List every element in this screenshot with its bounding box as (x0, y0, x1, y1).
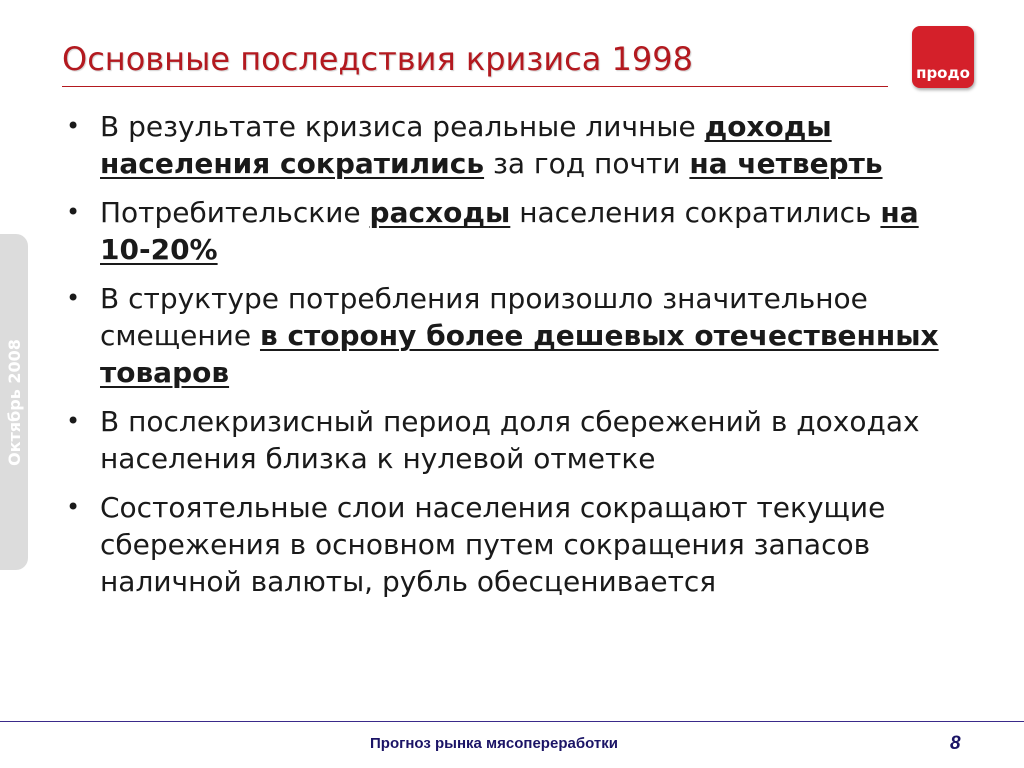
company-logo: продо (912, 26, 974, 88)
footer-title: Прогноз рынка мясопереработки (370, 735, 618, 752)
bullet-icon: • (66, 198, 81, 226)
bullet-item (62, 489, 942, 600)
bullet-highlight: доходы населения сократились (100, 110, 832, 180)
side-date-label: Октябрь 2008 (4, 338, 24, 466)
bullet-text: Потребительские (100, 196, 370, 229)
side-date-label-wrap (0, 234, 28, 570)
bullet-text: В структуре потребления произошло значительное смещение (100, 282, 868, 352)
bullet-item (62, 280, 942, 391)
bullet-text: населения сократились (510, 196, 881, 229)
footer-divider (0, 721, 1024, 722)
bullet-highlight: на 10-20% (100, 196, 919, 266)
bullet-icon: • (66, 112, 81, 140)
bullet-text: за год почти (484, 147, 690, 180)
title-divider (62, 86, 888, 87)
page-number: 8 (950, 733, 961, 754)
bullet-text: В результате кризиса реальные личные (100, 110, 705, 143)
bullet-text: В послекризисный период доля сбережений в доходах населения близка к нулевой отметке (100, 405, 920, 475)
bullet-highlight: в сторону более дешевых отечественных товаров (100, 319, 939, 389)
bullet-text: Состоятельные слои населения сокращают текущие сбережения в основном путем сокращения запасов наличной валюты, рубль обесценивается (100, 491, 886, 598)
bullet-item (62, 108, 942, 182)
bullet-icon: • (66, 407, 81, 435)
bullet-icon: • (66, 284, 81, 312)
bullet-highlight: на четверть (689, 147, 883, 180)
bullet-highlight: расходы (369, 196, 511, 229)
bullet-item (62, 194, 942, 268)
slide-title: Основные последствия кризиса 1998 (62, 40, 693, 78)
bullet-item (62, 403, 942, 477)
bullet-list (62, 108, 942, 612)
bullet-icon: • (66, 493, 81, 521)
